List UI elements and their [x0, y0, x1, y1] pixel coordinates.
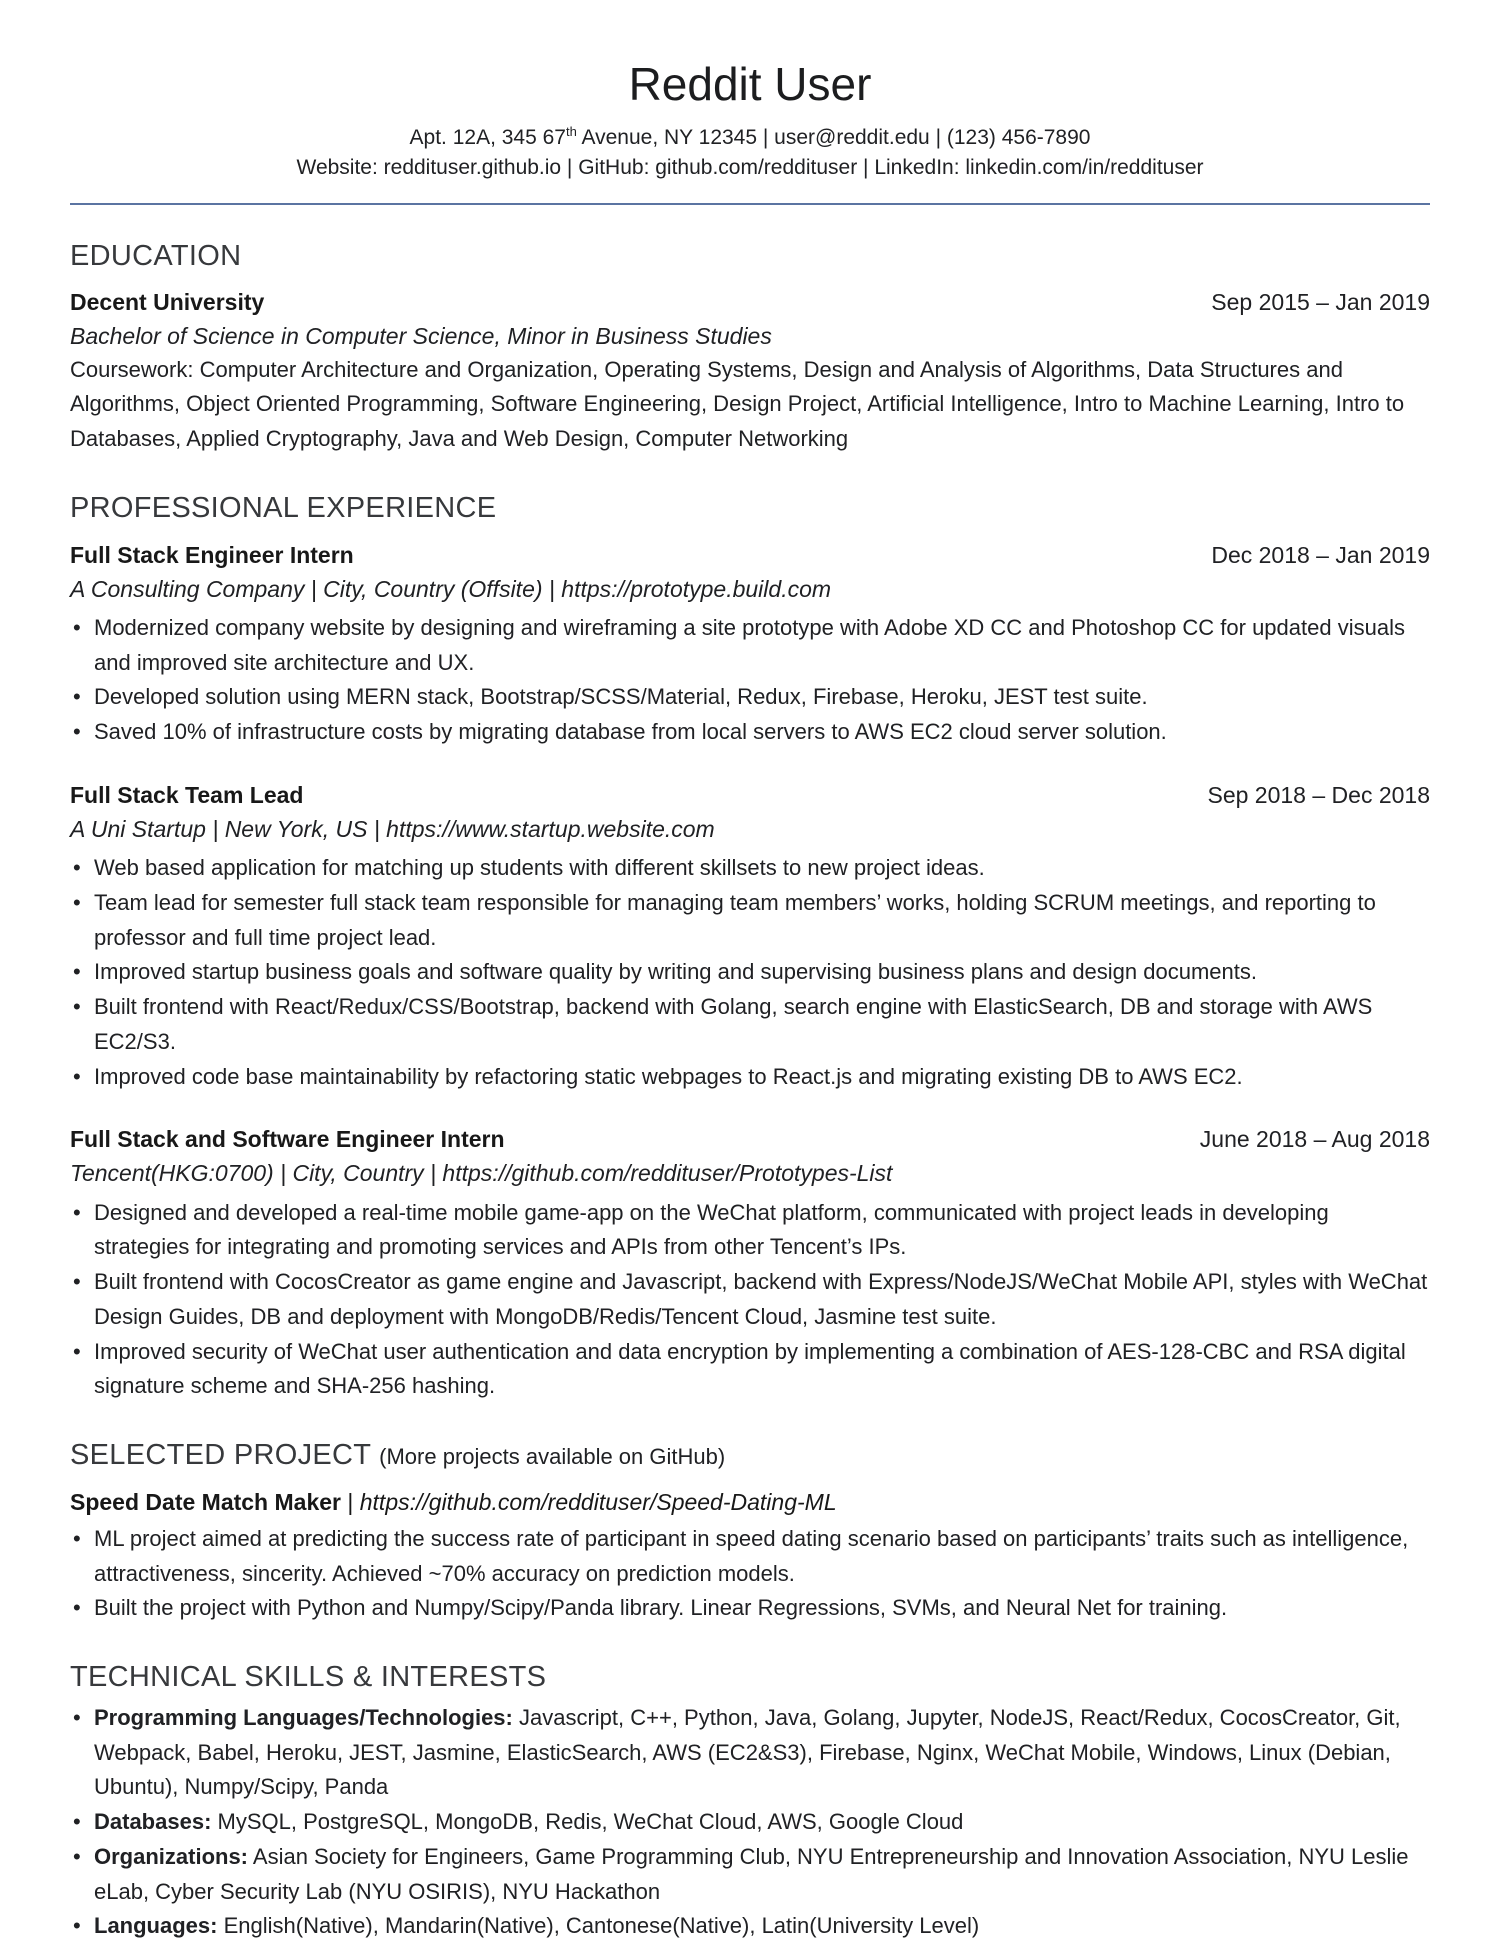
skill-label: Programming Languages/Technologies:	[94, 1704, 513, 1730]
bullet-item: • Designed and developed a real-time mobile game-app on the WeChat platform, communicated with project leads in developing strategies for integrating and promoting services and APIs from other Tencent’s IPs.	[70, 1196, 1430, 1266]
education-title-row	[70, 287, 1430, 318]
section-heading-project	[70, 1438, 1430, 1473]
school-name: Decent University	[70, 289, 265, 316]
job-title-row	[70, 1124, 1430, 1155]
job-dates: Dec 2018 – Jan 2019	[1211, 541, 1430, 568]
skill-text: MySQL, PostgreSQL, MongoDB, Redis, WeChat Cloud, AWS, Google Cloud	[211, 1809, 964, 1835]
project-heading-note: (More projects available on GitHub)	[379, 1444, 726, 1470]
skill-label: Languages:	[94, 1913, 218, 1939]
skill-item	[70, 1805, 1430, 1840]
job-subtitle: Tencent(HKG:0700) | City, Country | https://github.com/reddituser/Prototypes-List	[70, 1160, 893, 1187]
project-title-separator: |	[340, 1488, 360, 1515]
address-suffix: Avenue, NY 12345 | user@reddit.edu | (123) 456-7890	[576, 125, 1091, 149]
project-title: Speed Date Match Maker	[70, 1488, 341, 1515]
section-heading-skills: TECHNICAL SKILLS & INTERESTS	[70, 1661, 547, 1694]
coursework-text: Coursework: Computer Architecture and Organization, Operating Systems, Design and Analysis of Algorithms, Data Structures and Algorithms, Object Oriented Programming, Software Engineering, Design Project, Artificial Intelligence, Intro to Machine Learning, Intro to Databases, Applied Cryptography, Java and Web Design, Computer Networking	[70, 356, 1405, 452]
skill-label: Databases:	[94, 1809, 212, 1835]
bullet-item: • Web based application for matching up students with different skillsets to new project ideas.	[70, 851, 1430, 886]
project-bullet-list	[70, 1522, 1430, 1626]
job-subtitle: A Consulting Company | City, Country (Offsite) | https://prototype.build.com	[70, 575, 832, 602]
section-heading-experience: PROFESSIONAL EXPERIENCE	[70, 491, 497, 524]
job-subtitle: A Uni Startup | New York, US | https://www.startup.website.com	[70, 815, 715, 842]
bullet-item: • Built frontend with React/Redux/CSS/Bootstrap, backend with Golang, search engine with ElasticSearch, DB and storage with AWS EC2/S3.	[70, 990, 1430, 1060]
degree-line: Bachelor of Science in Computer Science, Minor in Business Studies	[70, 323, 772, 350]
header-divider	[70, 203, 1430, 205]
section-experience	[70, 491, 1430, 1404]
section-education	[70, 239, 1430, 457]
skill-label: Organizations:	[94, 1843, 249, 1869]
project-title-line	[70, 1487, 837, 1518]
project-title-row	[70, 1487, 1430, 1518]
job-title: Full Stack Team Lead	[70, 781, 304, 808]
bullet-item: • Saved 10% of infrastructure costs by migrating database from local servers to AWS EC2 cloud server solution.	[70, 715, 1430, 750]
job-entry	[70, 780, 1430, 1094]
job-bullet-list	[70, 851, 1430, 1094]
address-prefix: Apt. 12A, 345 67	[409, 125, 566, 149]
bullet-item: • Improved code base maintainability by refactoring static webpages to React.js and migrating existing DB to AWS EC2.	[70, 1060, 1430, 1095]
job-dates: Sep 2018 – Dec 2018	[1207, 781, 1430, 808]
job-title-row	[70, 540, 1430, 571]
bullet-item: • Team lead for semester full stack team responsible for managing team members’ works, holding SCRUM meetings, and reporting to professor and full time project lead.	[70, 886, 1430, 956]
section-heading-education: EDUCATION	[70, 239, 242, 272]
job-dates: June 2018 – Aug 2018	[1199, 1126, 1430, 1153]
job-title-row	[70, 780, 1430, 811]
skill-text: Javascript, C++, Python, Java, Golang, Jupyter, NodeJS, React/Redux, CocosCreator, Git, Webpack, Babel, Heroku, JEST, Jasmine, ElasticSearch, AWS (EC2&S3), Firebase, Nginx, WeChat Mobile, Windows, Linux (Debian, Ubuntu), Numpy/Scipy, Panda	[94, 1704, 1401, 1800]
bullet-item: • Built the project with Python and Numpy/Scipy/Panda library. Linear Regressions, SVMs, and Neural Net for training.	[70, 1591, 1430, 1626]
job-bullet-list	[70, 611, 1430, 750]
project-entry	[70, 1487, 1430, 1626]
bullet-item: • Built frontend with CocosCreator as game engine and Javascript, backend with Express/NodeJS/WeChat Mobile API, styles with WeChat Design Guides, DB and deployment with MongoDB/Redis/Tencent Cloud, Jasmine test suite.	[70, 1265, 1430, 1335]
section-skills	[70, 1660, 1430, 1944]
resume-name: Reddit User	[628, 58, 872, 110]
job-entry	[70, 540, 1430, 750]
address-ordinal: th	[565, 123, 577, 139]
skill-text: Asian Society for Engineers, Game Programming Club, NYU Entrepreneurship and Innovation Association, NYU Leslie eLab, Cyber Security Lab (NYU OSIRIS), NYU Hackathon	[94, 1843, 1409, 1904]
education-entry	[70, 287, 1430, 456]
contact-line-2: Website: reddituser.github.io | GitHub: github.com/reddituser | LinkedIn: linkedin.com/in/reddituser	[296, 155, 1204, 179]
resume-header	[70, 58, 1430, 183]
education-dates: Sep 2015 – Jan 2019	[1211, 289, 1430, 316]
skill-item	[70, 1909, 1430, 1944]
skill-item	[70, 1840, 1430, 1910]
skills-list	[70, 1701, 1430, 1944]
job-title: Full Stack Engineer Intern	[70, 541, 354, 568]
project-heading-text: SELECTED PROJECT	[70, 1439, 371, 1472]
bullet-item: • Modernized company website by designing and wireframing a site prototype with Adobe XD CC and Photoshop CC for updated visuals and improved site architecture and UX.	[70, 611, 1430, 681]
bullet-item: • Improved startup business goals and software quality by writing and supervising business plans and design documents.	[70, 955, 1430, 990]
bullet-item: • Improved security of WeChat user authentication and data encryption by implementing a combination of AES-128-CBC and RSA digital signature scheme and SHA-256 hashing.	[70, 1335, 1430, 1405]
bullet-item: • ML project aimed at predicting the success rate of participant in speed dating scenario based on participants’ traits such as intelligence, attractiveness, sincerity. Achieved ~70% accuracy on prediction models.	[70, 1522, 1430, 1592]
bullet-item: • Developed solution using MERN stack, Bootstrap/SCSS/Material, Redux, Firebase, Heroku, JEST test suite.	[70, 680, 1430, 715]
job-bullet-list	[70, 1196, 1430, 1405]
project-url: https://github.com/reddituser/Speed-Dating-ML	[359, 1488, 837, 1515]
job-title: Full Stack and Software Engineer Intern	[70, 1126, 505, 1153]
skill-text: English(Native), Mandarin(Native), Cantonese(Native), Latin(University Level)	[217, 1913, 980, 1939]
contact-line-1	[70, 123, 1430, 153]
skill-item	[70, 1701, 1430, 1805]
section-project	[70, 1438, 1430, 1626]
job-entry	[70, 1124, 1430, 1404]
